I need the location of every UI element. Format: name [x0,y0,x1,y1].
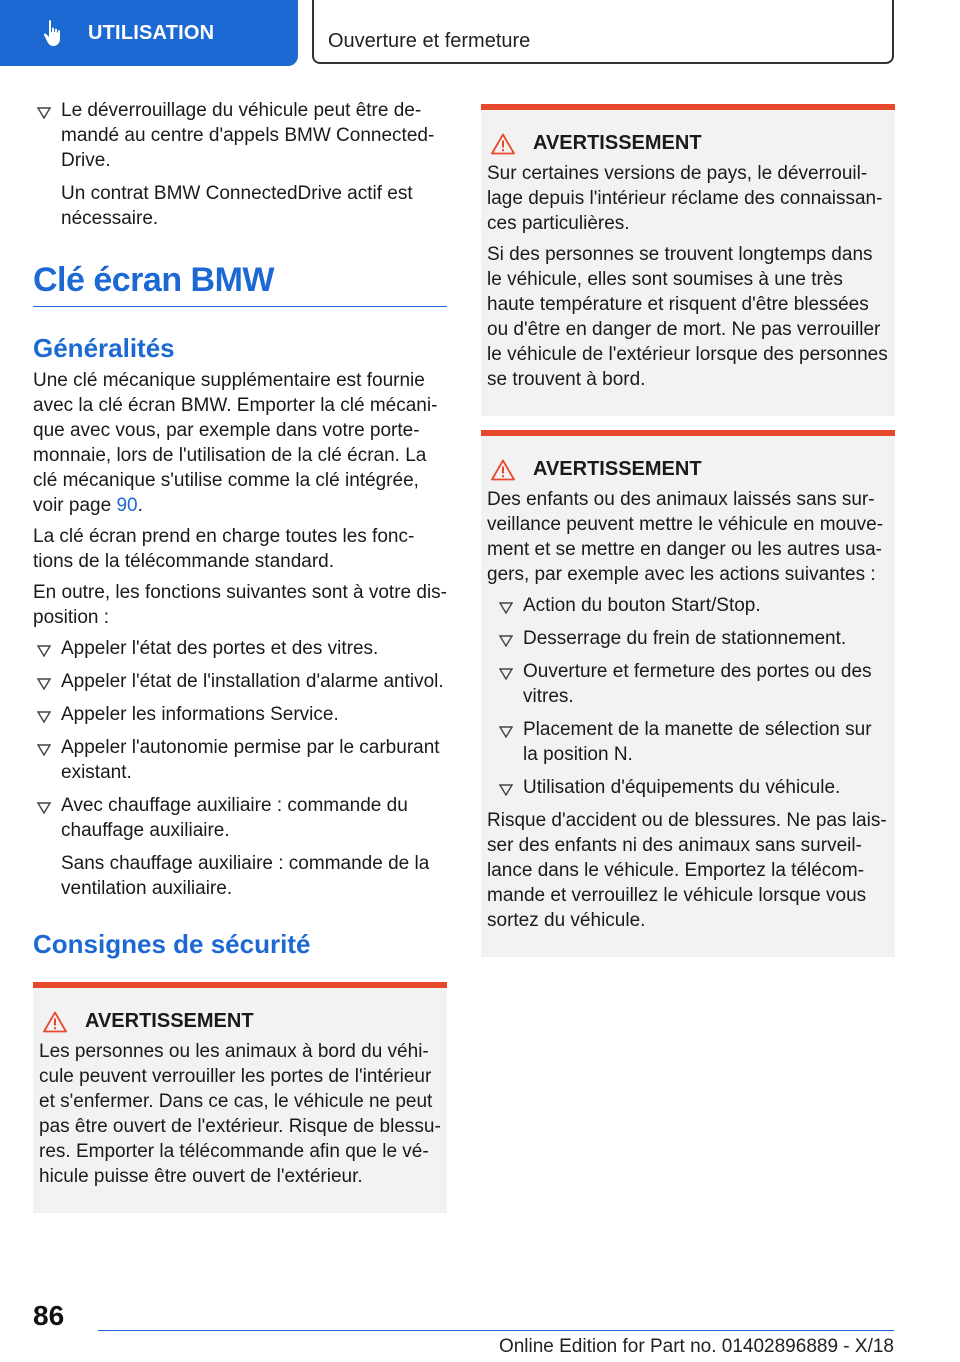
triangle-bullet-icon [499,602,513,614]
list-item [33,98,447,173]
list-item [33,669,447,694]
list-item-text: Ouverture et fermeture des portes ou des vitres. [523,661,872,707]
warning-box [33,982,447,1213]
page-header [0,0,960,66]
warning-text: Des enfants ou des animaux laissés sans sur-veillance peuvent mettre le véhicule en mouve-ment et se mettre en danger ou les autres usa-gers, par exemple avec les actions suivantes : [487,489,884,585]
warning-triangle-icon [491,459,515,481]
triangle-bullet-icon [37,678,51,690]
list-item [487,626,889,651]
hand-pointer-icon [42,19,66,47]
list-item-text: Appeler l'état de l'installation d'alarme antivol. [61,671,444,692]
paragraph-end: . [137,495,143,516]
topic-box [312,0,894,64]
list-item [33,702,447,727]
footer-divider [98,1330,894,1331]
warning-text: Sur certaines versions de pays, le déverrouil-lage depuis l'intérieur réclame des connaissan-ces particulières. [487,163,883,234]
triangle-bullet-icon [37,802,51,814]
warning-text: Les personnes ou les animaux à bord du véhi-cule peuvent verrouiller les portes de l'intérieur et s'enfermer. Dans ce cas, le véhicule ne peut pas être ouvert de l'extérieur. Risque de blessu-res. Emporter la télécommande afin que le vé-hicule puisse être ouvert de l'extérieur. [39,1041,441,1187]
warning-title [487,458,889,481]
subheading-general: Généralités [33,333,175,363]
edition-note: Online Edition for Part no. 01402896889 - X/18 [498,1336,894,1357]
warning-box [481,104,895,416]
list-item-text: Avec chauffage auxiliaire : commande du chauffage auxiliaire. [61,795,408,841]
warning-title [487,132,889,155]
list-item [487,659,889,709]
list-item-continuation: Un contrat BMW ConnectedDrive actif est nécessaire. [61,183,413,229]
page-link[interactable]: 90 [116,495,138,516]
right-column [481,104,895,957]
left-column [33,98,447,1213]
triangle-bullet-icon [499,726,513,738]
list-item-text: Action du bouton Start/Stop. [523,595,761,616]
list-item [487,775,889,800]
list-item [33,793,447,843]
triangle-bullet-icon [37,107,51,119]
list-item-text: Appeler l'autonomie permise par le carburant existant. [61,737,440,783]
subheading-safety: Consignes de sécurité [33,929,311,959]
paragraph: La clé écran prend en charge toutes les fonc-tions de la télécommande standard. [33,526,415,572]
warning-triangle-icon [43,1011,67,1033]
paragraph: En outre, les fonctions suivantes sont à votre dis-position : [33,582,447,628]
list-item-text: Desserrage du frein de stationnement. [523,628,847,649]
section-heading: Clé écran BMW [33,261,447,307]
warning-title-text: AVERTISSEMENT [533,458,702,480]
section-title: UTILISATION [88,21,215,44]
warning-box [481,430,895,957]
warning-text: Si des personnes se trouvent longtemps dans le véhicule, elles sont soumises à une très haute température et risquent d'être blessées ou d'être en danger de mort. Ne pas verrouiller le véhicule de l'extérieur lorsque des personnes se trouvent à bord. [487,244,888,390]
triangle-bullet-icon [499,635,513,647]
paragraph-text: Une clé mécanique supplémentaire est fournie avec la clé écran BMW. Emporter la clé mécani-que avec vous, par exemple dans votre porte-monnaie, lors de l'utilisation de la clé écran. La clé mécanique s'utilise comme la clé intégrée, voir page [33,370,438,516]
triangle-bullet-icon [37,744,51,756]
list-item [487,717,889,767]
triangle-bullet-icon [499,668,513,680]
paragraph [33,368,447,518]
topic-title: Ouverture et fermeture [328,30,531,52]
list-item [33,735,447,785]
section-tab [0,0,298,66]
warning-triangle-icon [491,133,515,155]
list-item-text: Utilisation d'équipements du véhicule. [523,777,841,798]
triangle-bullet-icon [499,784,513,796]
warning-title-text: AVERTISSEMENT [85,1010,254,1032]
list-item [33,636,447,661]
list-item-continuation: Sans chauffage auxiliaire : commande de la ventilation auxiliaire. [61,853,430,899]
triangle-bullet-icon [37,645,51,657]
list-item-text: Placement de la manette de sélection sur la position N. [523,719,872,765]
list-item-text: Appeler l'état des portes et des vitres. [61,638,379,659]
warning-title-text: AVERTISSEMENT [533,132,702,154]
list-item [487,593,889,618]
warning-text: Risque d'accident ou de blessures. Ne pas lais-ser des enfants ni des animaux sans surveil-lance dans le véhicule. Emportez la télécom-mande et verrouillez le véhicule lorsque vous sortez du véhicule. [487,810,887,931]
page-number: 86 [33,1300,65,1331]
warning-title [39,1010,441,1033]
triangle-bullet-icon [37,711,51,723]
list-item-text: Le déverrouillage du véhicule peut être de-mandé au centre d'appels BMW Connected-Drive. [61,100,435,171]
list-item-text: Appeler les informations Service. [61,704,339,725]
